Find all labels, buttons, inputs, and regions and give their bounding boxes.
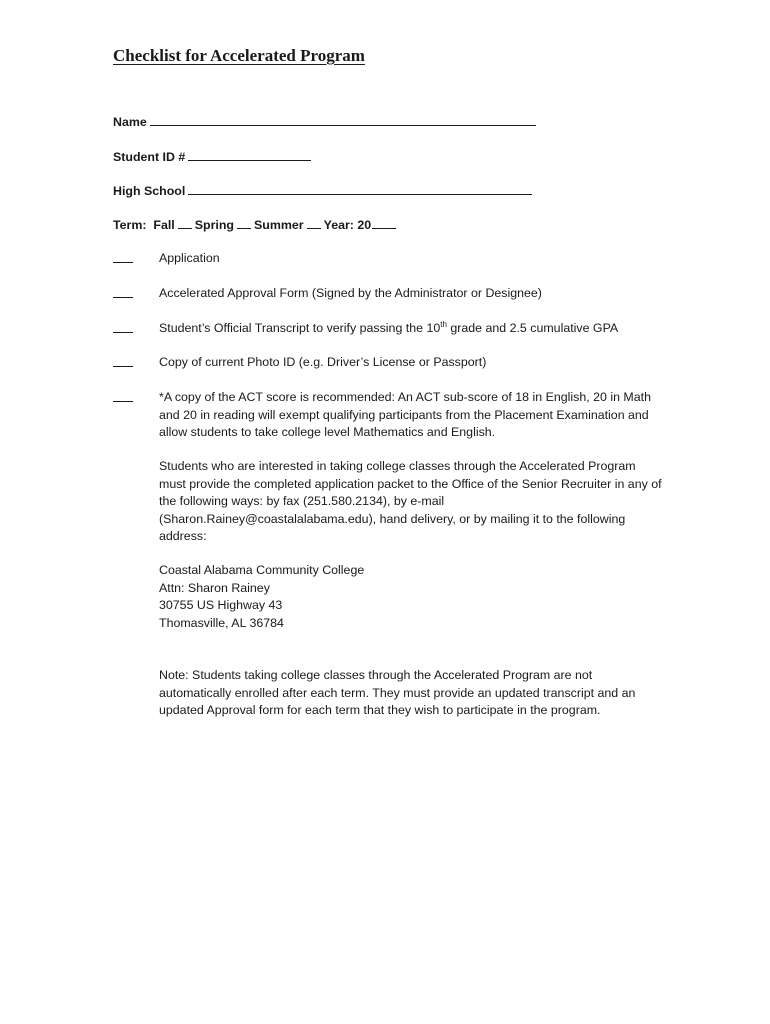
address-line: Coastal Alabama Community College (159, 563, 365, 577)
high-school-field (113, 181, 532, 199)
fall-label: Fall (153, 218, 175, 232)
address-line: Thomasville, AL 36784 (159, 615, 284, 630)
checklist-blank[interactable] (113, 332, 133, 333)
student-id-field (113, 147, 311, 165)
year-blank[interactable] (372, 216, 396, 229)
instructions-paragraph: Students who are interested in taking college classes through the Accelerated Program must provide the completed application packet to the Office of the Senior Recruiter in any of the following ways: by fax (251.580.2134), by e-mail (Sharon.Rainey@coastalalabama.edu), hand delivery, or by mailing it to the following address: (159, 459, 662, 543)
checklist-item-text: Copy of current Photo ID (e.g. Driver’s License or Passport) (159, 355, 487, 369)
year-label: Year: 20 (323, 218, 372, 232)
summer-label: Summer (254, 218, 304, 232)
transcript-text-before: Student’s Official Transcript to verify passing the 10 (159, 321, 441, 335)
checklist-item-text: Accelerated Approval Form (Signed by the Administrator or Designee) (159, 286, 542, 300)
ordinal-suffix: th (440, 320, 447, 329)
document-title: Checklist for Accelerated Program (113, 46, 365, 65)
name-blank-line[interactable] (150, 112, 536, 126)
address-line: 30755 US Highway 43 (159, 598, 283, 612)
spring-blank[interactable] (237, 216, 251, 229)
checklist-blank[interactable] (113, 262, 133, 263)
high-school-blank-line[interactable] (188, 181, 532, 195)
summer-blank[interactable] (307, 216, 321, 229)
transcript-text-after: grade and 2.5 cumulative GPA (446, 321, 619, 335)
checklist-blank[interactable] (113, 401, 133, 402)
note-paragraph: Note: Students taking college classes through the Accelerated Program are not automatically enrolled after each term. They must provide an updated transcript and an updated Approval form for each term that they wish to participate in the program. (159, 668, 636, 717)
address-line: Attn: Sharon Rainey (159, 580, 270, 595)
mailing-address (159, 562, 664, 632)
fall-blank[interactable] (178, 216, 192, 229)
term-field (113, 216, 399, 233)
checklist-item-text: Application (159, 251, 220, 265)
name-label: Name (113, 115, 147, 129)
checklist-blank[interactable] (113, 297, 133, 298)
checklist-item-text (159, 320, 664, 338)
high-school-label: High School (113, 184, 186, 198)
spring-label: Spring (194, 218, 235, 232)
name-field (113, 112, 536, 130)
checklist-blank[interactable] (113, 366, 133, 367)
term-label: Term: (113, 218, 147, 232)
student-id-blank-line[interactable] (188, 147, 311, 161)
student-id-label: Student ID # (113, 150, 186, 164)
checklist-item-text: *A copy of the ACT score is recommended: An ACT sub-score of 18 in English, 20 in Math and 20 in reading will exempt qualifying participants from the Placement Examination and allow students to take college level Mathematics and English. (159, 390, 651, 439)
